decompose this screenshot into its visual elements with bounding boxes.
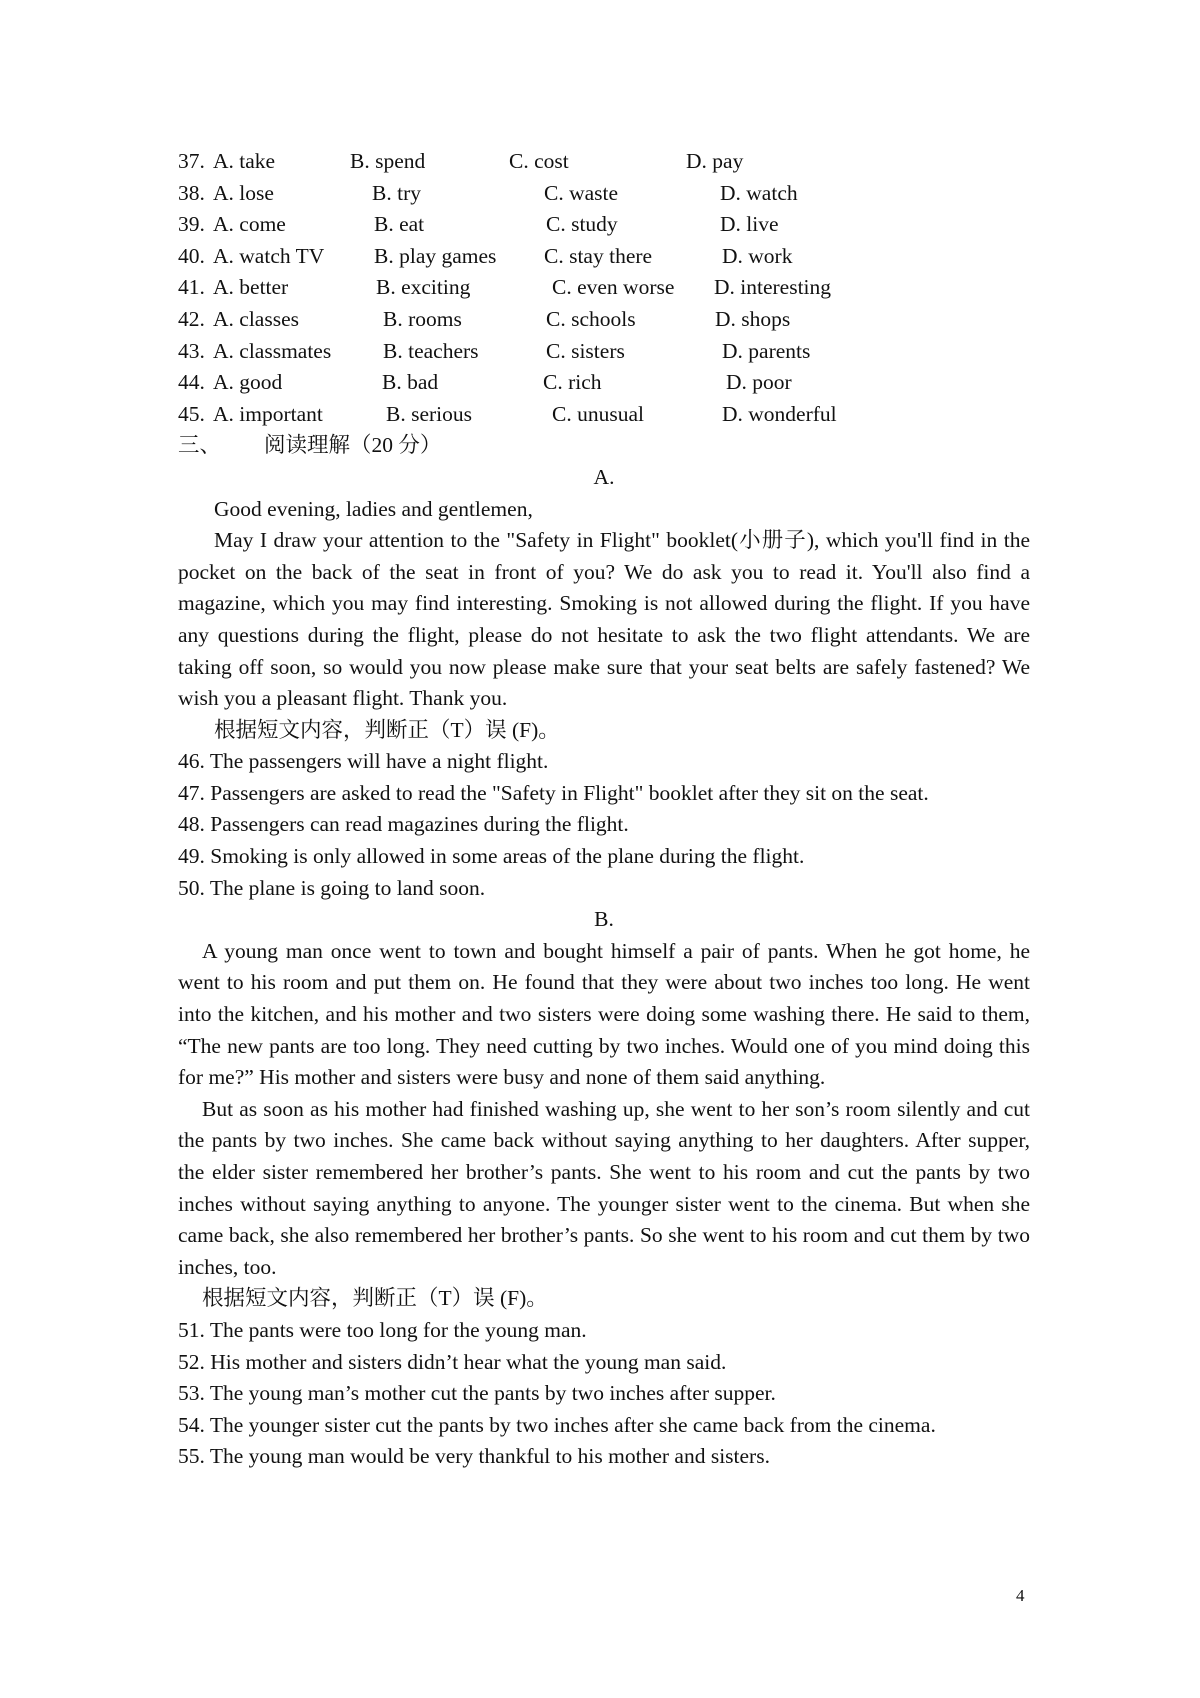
mcq-row-41 xyxy=(178,272,1030,304)
option-c: C. rich xyxy=(543,370,602,395)
option-b: B. teachers xyxy=(383,338,479,363)
mcq-options xyxy=(178,146,1030,430)
question-number: 43. xyxy=(178,338,205,363)
question-number: 38. xyxy=(178,180,205,205)
option-a: A. watch TV xyxy=(213,243,325,268)
option-a: A. better xyxy=(213,275,289,300)
mcq-row-38 xyxy=(178,178,1030,210)
question-48: 48. Passengers can read magazines during the flight. xyxy=(178,812,629,837)
mcq-row-37 xyxy=(178,146,1030,178)
question-number: 41. xyxy=(178,275,205,300)
option-d: D. wonderful xyxy=(722,401,837,426)
option-d: D. live xyxy=(720,212,779,237)
passage-a-greeting: Good evening, ladies and gentlemen, xyxy=(214,496,533,521)
option-c: C. sisters xyxy=(546,338,625,363)
option-a: A. come xyxy=(213,212,286,237)
mcq-row-42 xyxy=(178,304,1030,336)
option-a: A. important xyxy=(213,401,323,426)
question-49: 49. Smoking is only allowed in some areas of the plane during the flight. xyxy=(178,844,805,869)
option-d: D. work xyxy=(722,243,793,268)
passage-a-instruction: 根据短文内容，判断正（T）误 (F)。 xyxy=(214,717,560,742)
section-title: 阅读理解（20 分） xyxy=(264,433,442,458)
option-b: B. play games xyxy=(374,243,497,268)
question-number: 44. xyxy=(178,370,205,395)
question-51: 51. The pants were too long for the young man. xyxy=(178,1317,587,1342)
option-c: C. study xyxy=(546,212,618,237)
question-53: 53. The young man’s mother cut the pants by two inches after supper. xyxy=(178,1381,776,1406)
question-number: 39. xyxy=(178,212,205,237)
mcq-row-40 xyxy=(178,241,1030,273)
option-b: B. eat xyxy=(374,212,425,237)
option-d: D. watch xyxy=(720,180,798,205)
section-number: 三、 xyxy=(178,433,222,458)
mcq-row-45 xyxy=(178,399,1030,431)
option-a: A. classmates xyxy=(213,338,332,363)
section-heading xyxy=(178,430,1030,462)
passage-a-label: A. xyxy=(593,464,615,489)
passage-a-body: May I draw your attention to the "Safety in Flight" booklet(小册子), which you'll find in the pocket on the back of the seat in front of you? We do ask you to read it. You'll also find a magazine, which you may find interesting. Smoking is not allowed during the flight. If you have any questions during the flight, please do not hesitate to ask the two flight attendants. We are taking off soon, so would you now please make sure that your seat belts are safely fastened? We wish you a pleasant flight. Thank you. xyxy=(178,528,1030,711)
document-page xyxy=(178,146,1030,1473)
option-c: C. schools xyxy=(546,306,636,331)
option-a: A. classes xyxy=(213,306,299,331)
option-d: D. parents xyxy=(722,338,811,363)
question-55: 55. The young man would be very thankful to his mother and sisters. xyxy=(178,1444,770,1469)
option-d: D. interesting xyxy=(714,275,832,300)
option-d: D. shops xyxy=(715,306,791,331)
option-b: B. rooms xyxy=(383,306,462,331)
question-50: 50. The plane is going to land soon. xyxy=(178,875,486,900)
question-number: 37. xyxy=(178,149,205,173)
question-number: 42. xyxy=(178,306,205,331)
option-b: B. serious xyxy=(386,401,472,426)
mcq-row-39 xyxy=(178,209,1030,241)
option-a: A. lose xyxy=(213,180,274,205)
question-46: 46. The passengers will have a night flight. xyxy=(178,749,549,774)
option-d: D. pay xyxy=(686,149,744,173)
option-b: B. bad xyxy=(382,370,439,395)
passage-b-instruction: 根据短文内容，判断正（T）误 (F)。 xyxy=(202,1286,548,1311)
option-b: B. try xyxy=(372,180,421,205)
option-c: C. unusual xyxy=(552,401,644,426)
option-b: B. exciting xyxy=(376,275,471,300)
question-number: 40. xyxy=(178,243,205,268)
option-c: C. even worse xyxy=(552,275,675,300)
option-c: C. waste xyxy=(544,180,619,205)
page-number: 4 xyxy=(1016,1586,1025,1605)
option-c: C. stay there xyxy=(544,243,653,268)
option-a: A. good xyxy=(213,370,283,395)
passage-b-paragraph-2: But as soon as his mother had finished washing up, she went to her son’s room silently and cut the pants by two inches. She came back without saying anything to her daughters. After supper, the elder sister remembered her brother’s pants. She went to his room and cut the pants by two inches without saying anything to anyone. The younger sister went to the cinema. But when she came back, she also remembered her brother’s pants. So she went to his room and cut them by two inches, too. xyxy=(178,1096,1030,1279)
question-number: 45. xyxy=(178,401,205,426)
option-a: A. take xyxy=(213,149,276,173)
option-b: B. spend xyxy=(350,149,426,173)
question-52: 52. His mother and sisters didn’t hear what the young man said. xyxy=(178,1349,727,1374)
question-47: 47. Passengers are asked to read the "Safety in Flight" booklet after they sit on the seat. xyxy=(178,780,929,805)
passage-b-label: B. xyxy=(594,907,614,932)
question-54: 54. The younger sister cut the pants by two inches after she came back from the cinema. xyxy=(178,1412,936,1437)
passage-b-paragraph-1: A young man once went to town and bought himself a pair of pants. When he got home, he went to his room and put them on. He found that they were about two inches too long. He went into the kitchen, and his mother and two sisters were doing some washing there. He said to them, “The new pants are too long. They need cutting by two inches. Would one of you mind doing this for me?” His mother and sisters were busy and none of them said anything. xyxy=(178,938,1030,1090)
mcq-row-44 xyxy=(178,367,1030,399)
option-c: C. cost xyxy=(509,149,569,173)
mcq-row-43 xyxy=(178,336,1030,368)
option-d: D. poor xyxy=(726,370,792,395)
